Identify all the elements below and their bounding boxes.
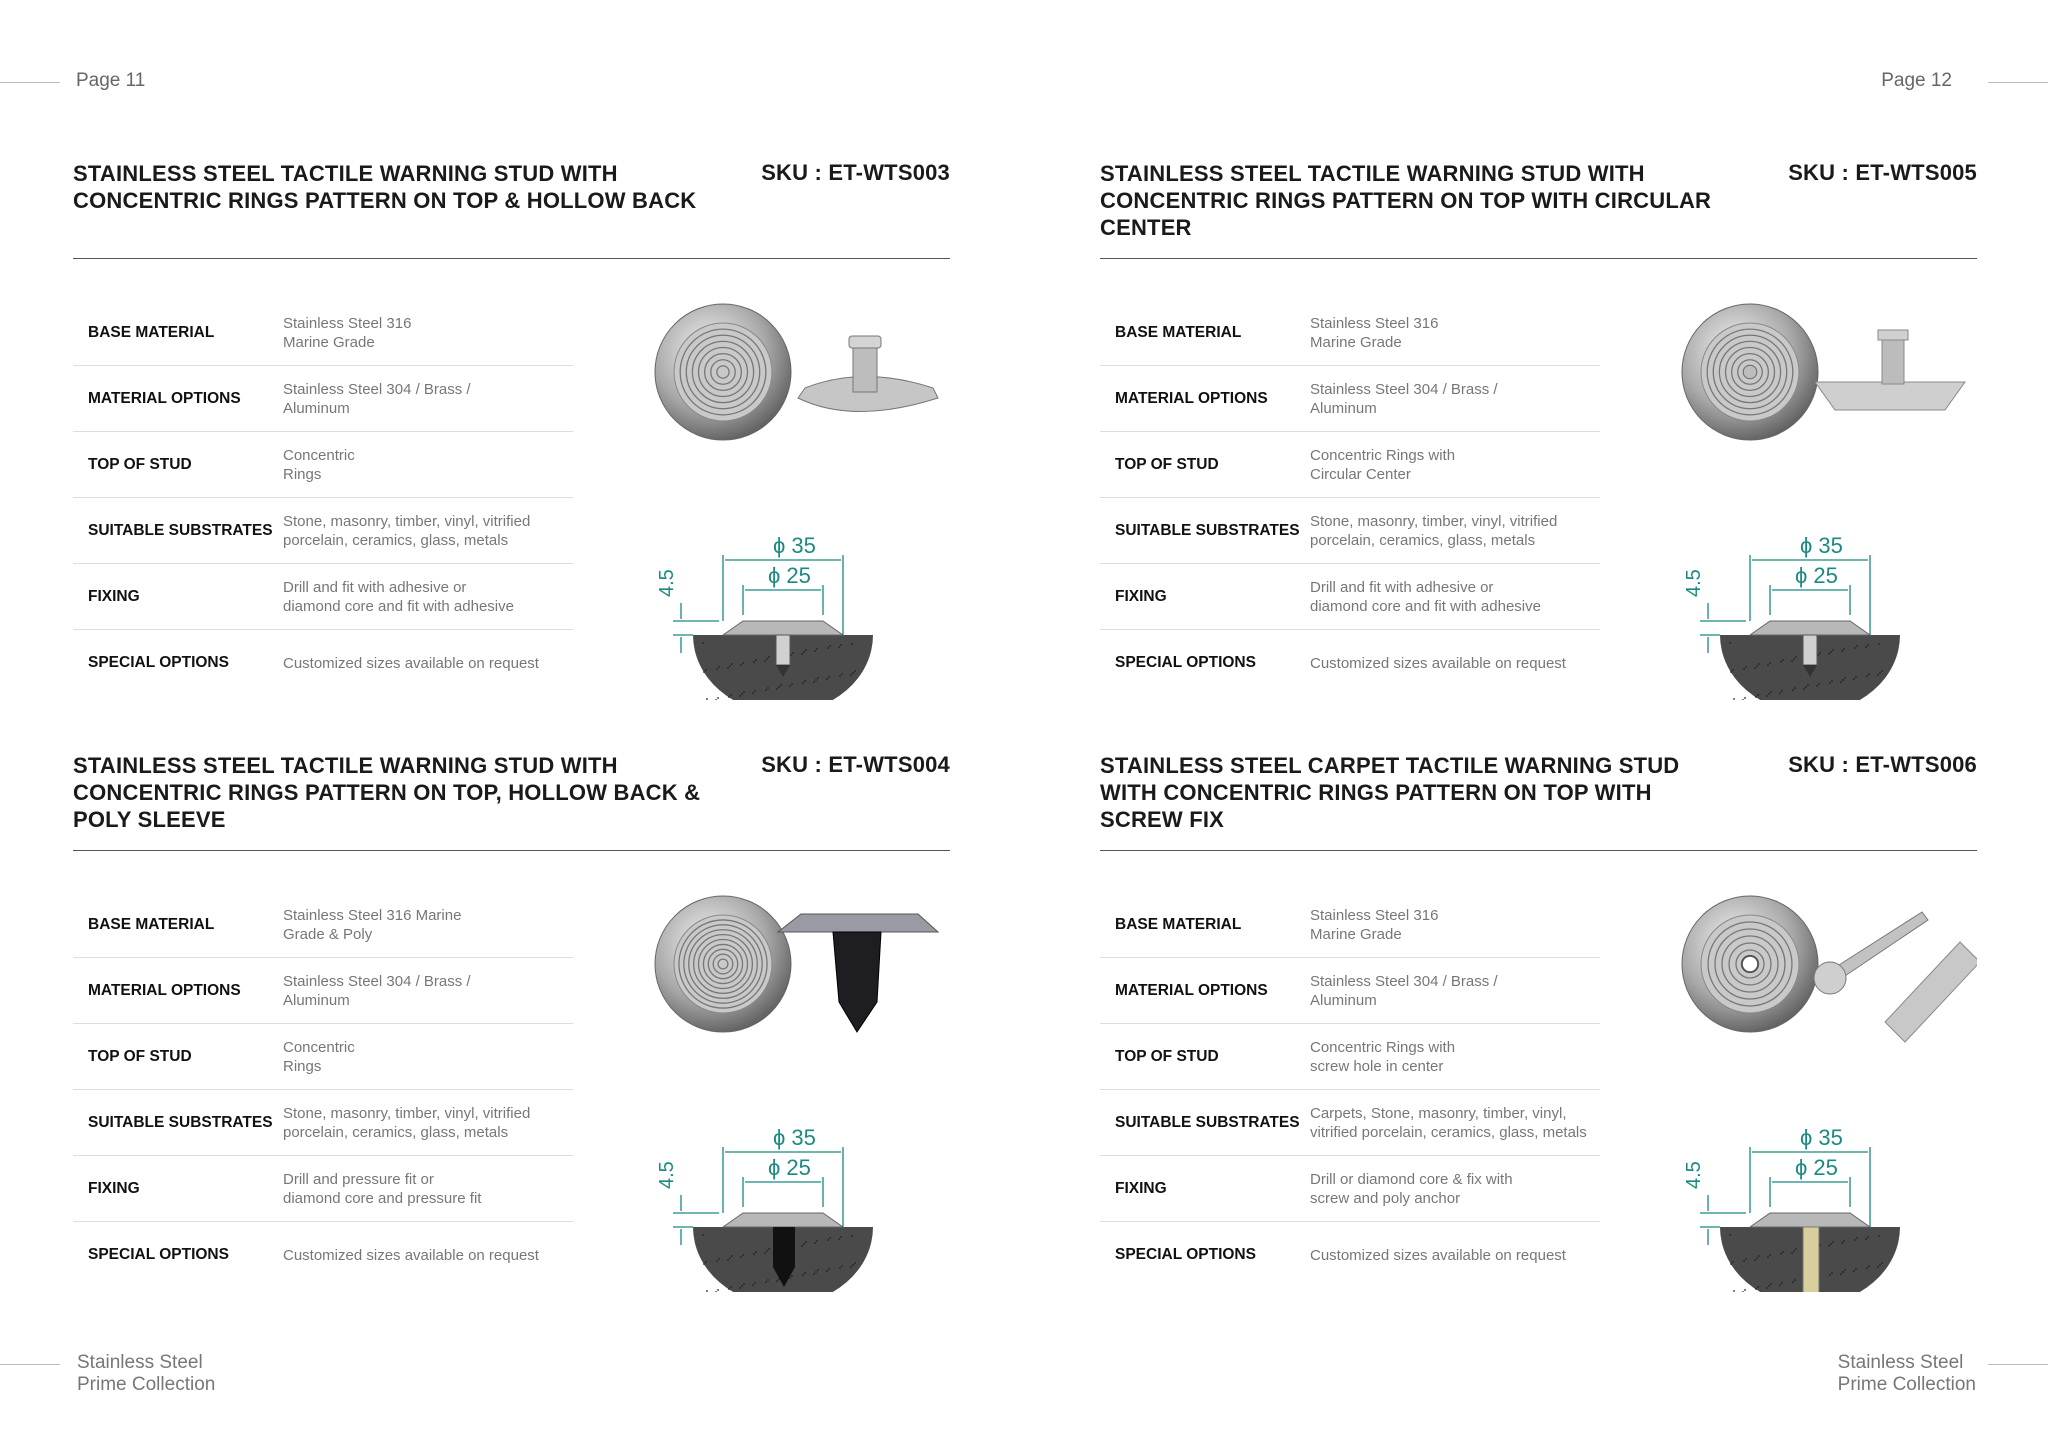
spec-value-fixing: Drill and pressure fit or diamond core and pressure fit <box>283 1170 482 1207</box>
spec-row-base-material <box>73 300 573 366</box>
product-figure <box>633 892 950 1292</box>
spec-label-suitable-substrates: SUITABLE SUBSTRATES <box>1115 521 1300 539</box>
product-card-wts005 <box>1100 160 1977 672</box>
footer-right <box>1838 1352 1976 1396</box>
spec-value-base-material: Stainless Steel 316 Marine Grade <box>1310 314 1439 351</box>
spec-row-base-material <box>73 892 573 958</box>
footer-left-line2: Prime Collection <box>77 1374 216 1395</box>
stud-side-view <box>778 914 938 1032</box>
spec-row-material-options <box>1100 366 1600 432</box>
spec-row-suitable-substrates <box>1100 498 1600 564</box>
spec-row-special-options <box>73 1222 573 1288</box>
edge-line-right-bottom <box>1988 1364 2048 1365</box>
edge-line-right-top <box>1988 82 2048 83</box>
spec-value-top-of-stud: Concentric Rings <box>283 1038 355 1075</box>
spec-row-suitable-substrates <box>73 498 573 564</box>
spec-value-top-of-stud: Concentric Rings with screw hole in center <box>1310 1038 1456 1075</box>
spec-value-fixing: Drill and fit with adhesive or diamond core and fit with adhesive <box>283 578 514 615</box>
spec-label-fixing: FIXING <box>1115 587 1167 605</box>
spec-label-special-options: SPECIAL OPTIONS <box>1115 1246 1256 1263</box>
spec-table <box>73 892 573 1288</box>
stud-profile <box>723 1213 843 1227</box>
dim-height-label: 4.5 <box>1683 569 1705 597</box>
spec-value-top-of-stud: Concentric Rings <box>283 446 355 483</box>
spec-label-top-of-stud: TOP OF STUD <box>1115 455 1219 473</box>
spec-row-material-options <box>1100 958 1600 1024</box>
dim-height-label: 4.5 <box>656 1161 678 1189</box>
spec-row-top-of-stud <box>1100 432 1600 498</box>
spec-value-special-options: Customized sizes available on request <box>283 1246 539 1264</box>
edge-line-left-top <box>0 82 60 83</box>
product-header <box>73 160 950 268</box>
spec-row-fixing <box>73 1156 573 1222</box>
spec-row-material-options <box>73 958 573 1024</box>
product-illustration <box>1660 300 1977 700</box>
spec-value-material-options: Stainless Steel 304 / Brass / Aluminum <box>1310 972 1498 1009</box>
spec-value-base-material: Stainless Steel 316 Marine Grade <box>283 314 412 351</box>
product-sku: SKU : ET-WTS004 <box>761 752 950 777</box>
product-figure <box>633 300 950 700</box>
spec-value-suitable-substrates: Carpets, Stone, masonry, timber, vinyl, vitrified porcelain, ceramics, glass, metals <box>1310 1104 1587 1141</box>
header-divider <box>1100 850 1977 851</box>
spec-row-base-material <box>1100 892 1600 958</box>
spec-row-special-options <box>73 630 573 696</box>
spec-label-special-options: SPECIAL OPTIONS <box>88 1246 229 1263</box>
spec-label-fixing: FIXING <box>88 1179 140 1197</box>
spec-label-top-of-stud: TOP OF STUD <box>88 1047 192 1065</box>
spec-label-material-options: MATERIAL OPTIONS <box>1115 389 1268 407</box>
stud-profile <box>1750 1213 1870 1227</box>
spec-value-special-options: Customized sizes available on request <box>1310 1246 1566 1264</box>
footer-left-line1: Stainless Steel <box>77 1352 203 1373</box>
edge-line-left-bottom <box>0 1364 60 1365</box>
spec-label-base-material: BASE MATERIAL <box>88 915 215 933</box>
stud-profile <box>1750 621 1870 635</box>
product-title: STAINLESS STEEL CARPET TACTILE WARNING STUD WITH CONCENTRIC RINGS PATTERN ON TOP WITH SCREW FIX <box>1100 753 1680 832</box>
spec-row-material-options <box>73 366 573 432</box>
spec-label-suitable-substrates: SUITABLE SUBSTRATES <box>1115 1113 1300 1131</box>
spec-label-base-material: BASE MATERIAL <box>88 323 215 341</box>
spec-label-base-material: BASE MATERIAL <box>1115 323 1242 341</box>
dim-outer-label: ϕ 35 <box>1800 1125 1843 1150</box>
spec-value-material-options: Stainless Steel 304 / Brass / Aluminum <box>283 380 471 417</box>
dim-inner-label: ϕ 25 <box>1795 563 1838 588</box>
product-illustration <box>633 300 950 700</box>
stud-side-view <box>798 336 938 412</box>
spec-value-special-options: Customized sizes available on request <box>1310 654 1566 672</box>
dim-inner-label: ϕ 25 <box>768 563 811 588</box>
spec-label-top-of-stud: TOP OF STUD <box>1115 1047 1219 1065</box>
stud-side-view <box>1815 330 1965 410</box>
spec-label-fixing: FIXING <box>88 587 140 605</box>
footer-right-line2: Prime Collection <box>1837 1374 1976 1395</box>
spec-value-base-material: Stainless Steel 316 Marine Grade <box>1310 906 1439 943</box>
spec-value-top-of-stud: Concentric Rings with Circular Center <box>1310 446 1456 483</box>
product-card-wts006 <box>1100 752 1977 1264</box>
spec-row-special-options <box>1100 1222 1600 1288</box>
product-sku: SKU : ET-WTS005 <box>1788 160 1977 185</box>
spec-row-top-of-stud <box>1100 1024 1600 1090</box>
product-header <box>1100 160 1977 268</box>
product-title: STAINLESS STEEL TACTILE WARNING STUD WITH CONCENTRIC RINGS PATTERN ON TOP & HOLLOW BACK <box>73 161 697 213</box>
spec-label-top-of-stud: TOP OF STUD <box>88 455 192 473</box>
product-card-wts004 <box>73 752 950 1264</box>
header-divider <box>73 258 950 259</box>
spec-value-special-options: Customized sizes available on request <box>283 654 539 672</box>
spec-row-fixing <box>1100 1156 1600 1222</box>
product-header <box>1100 752 1977 860</box>
product-figure <box>1660 300 1977 700</box>
spec-row-top-of-stud <box>73 1024 573 1090</box>
dim-outer-label: ϕ 35 <box>773 1125 816 1150</box>
product-figure <box>1660 892 1977 1292</box>
footer-left <box>77 1352 215 1396</box>
product-illustration <box>1660 892 1977 1292</box>
product-card-wts003 <box>73 160 950 672</box>
dim-inner-label: ϕ 25 <box>768 1155 811 1180</box>
spec-value-fixing: Drill or diamond core & fix with screw and poly anchor <box>1310 1170 1513 1207</box>
page-number-left: Page 11 <box>76 70 146 91</box>
spec-label-material-options: MATERIAL OPTIONS <box>88 389 241 407</box>
dim-outer-label: ϕ 35 <box>773 533 816 558</box>
footer-right-line1: Stainless Steel <box>1837 1352 1964 1373</box>
spec-row-fixing <box>73 564 573 630</box>
spec-table <box>73 300 573 696</box>
spec-value-suitable-substrates: Stone, masonry, timber, vinyl, vitrified porcelain, ceramics, glass, metals <box>283 512 531 549</box>
header-divider <box>1100 258 1977 259</box>
stud-profile <box>723 621 843 635</box>
spec-row-fixing <box>1100 564 1600 630</box>
spec-value-fixing: Drill and fit with adhesive or diamond core and fit with adhesive <box>1310 578 1541 615</box>
dim-outer-label: ϕ 35 <box>1800 533 1843 558</box>
dim-height-label: 4.5 <box>656 569 678 597</box>
product-title: STAINLESS STEEL TACTILE WARNING STUD WITH CONCENTRIC RINGS PATTERN ON TOP WITH CIRCULAR CENTER <box>1100 161 1712 240</box>
spec-value-suitable-substrates: Stone, masonry, timber, vinyl, vitrified porcelain, ceramics, glass, metals <box>283 1104 531 1141</box>
spec-label-fixing: FIXING <box>1115 1179 1167 1197</box>
spec-label-special-options: SPECIAL OPTIONS <box>1115 654 1256 671</box>
spec-value-suitable-substrates: Stone, masonry, timber, vinyl, vitrified porcelain, ceramics, glass, metals <box>1310 512 1558 549</box>
spec-label-suitable-substrates: SUITABLE SUBSTRATES <box>88 521 273 539</box>
spec-label-suitable-substrates: SUITABLE SUBSTRATES <box>88 1113 273 1131</box>
screw-and-anchor <box>1814 912 1977 1042</box>
product-illustration <box>633 892 950 1292</box>
spec-row-top-of-stud <box>73 432 573 498</box>
spec-row-suitable-substrates <box>1100 1090 1600 1156</box>
spec-table <box>1100 300 1600 696</box>
spec-label-special-options: SPECIAL OPTIONS <box>88 654 229 671</box>
spec-table <box>1100 892 1600 1288</box>
product-title: STAINLESS STEEL TACTILE WARNING STUD WITH CONCENTRIC RINGS PATTERN ON TOP, HOLLOW BACK & POLY SLEEVE <box>73 753 701 832</box>
spec-label-material-options: MATERIAL OPTIONS <box>1115 981 1268 999</box>
spec-label-base-material: BASE MATERIAL <box>1115 915 1242 933</box>
spec-label-material-options: MATERIAL OPTIONS <box>88 981 241 999</box>
page-number-right: Page 12 <box>1881 70 1952 91</box>
header-divider <box>73 850 950 851</box>
dim-height-label: 4.5 <box>1683 1161 1705 1189</box>
spec-row-base-material <box>1100 300 1600 366</box>
spec-value-material-options: Stainless Steel 304 / Brass / Aluminum <box>283 972 471 1009</box>
spec-value-base-material: Stainless Steel 316 Marine Grade & Poly <box>283 906 462 943</box>
product-sku: SKU : ET-WTS003 <box>761 160 950 185</box>
spec-row-suitable-substrates <box>73 1090 573 1156</box>
dim-inner-label: ϕ 25 <box>1795 1155 1838 1180</box>
product-sku: SKU : ET-WTS006 <box>1788 752 1977 777</box>
spec-value-material-options: Stainless Steel 304 / Brass / Aluminum <box>1310 380 1498 417</box>
product-header <box>73 752 950 860</box>
spec-row-special-options <box>1100 630 1600 696</box>
